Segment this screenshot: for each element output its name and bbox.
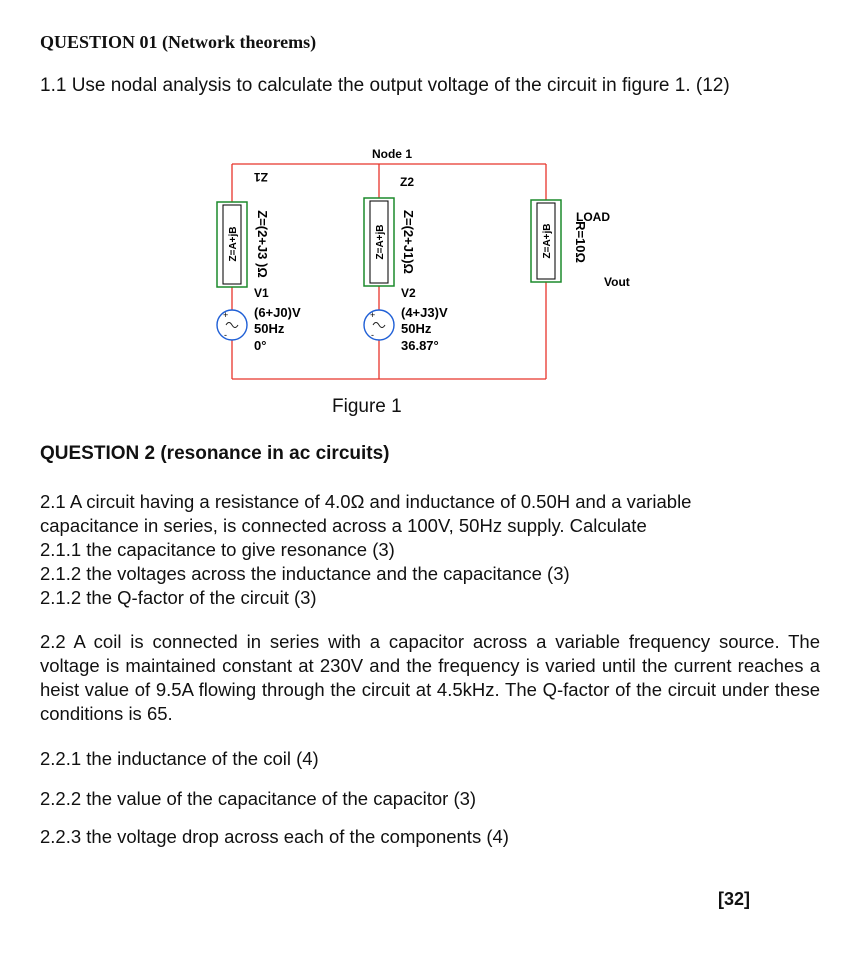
node-1-label: Node 1 [371,147,413,161]
z2-box-label: Z=A+jB [375,224,386,260]
question-2-1-paragraph [40,490,820,610]
v2-minus-icon: - [371,330,374,340]
total-marks: [32] [718,889,751,909]
question-1-1-text: 1.1 Use nodal analysis to calculate the output voltage of the circuit in figure 1. (12) [40,75,730,96]
figure-caption: Figure 1 [332,396,402,417]
question-2-1-2: 2.1.2 the voltages across the inductance and the capacitance (3) [40,563,570,584]
load-box-label: Z=A+jB [542,223,553,259]
question-2-2-paragraph: 2.2 A coil is connected in series with a capacitor across a variable frequency source. The voltage is maintained constant at 230V and the frequency is varied until the current reaches a heist value of 9.5A flowing through the circuit at 4.5kHz. The Q-factor of the circuit under these conditions is 65. [40,631,820,724]
v1-name: V1 [254,286,269,300]
z1-label: Z1 [253,170,269,184]
question-2-1-line-1: 2.1 A circuit having a resistance of 4.0Ω and inductance of 0.50H and a variable [40,491,692,512]
v1-minus-icon: - [224,330,227,340]
load-value-label: R=10Ω [573,221,588,263]
v2-name: V2 [401,286,416,300]
z1-box-label: Z=A+jB [228,226,239,262]
circuit-figure [0,0,864,430]
v2-value: (4+J3)V [401,305,448,320]
question-2-2-2: 2.2.2 the value of the capacitance of the capacitor (3) [40,788,477,809]
load-label: LOAD [576,210,610,224]
question-2-title: QUESTION 2 (resonance in ac circuits) [40,443,390,464]
v2-phase: 36.87° [401,338,439,353]
question-2-2-1: 2.2.1 the inductance of the coil (4) [40,748,319,769]
question-2-1-3: 2.1.2 the Q-factor of the circuit (3) [40,587,317,608]
z1-value-label: Z=(2+J3 )Ω [255,210,270,278]
v1-source [217,310,247,340]
v2-frequency: 50Hz [401,321,432,336]
v1-plus-icon: + [223,310,229,320]
question-2-1-1: 2.1.1 the capacitance to give resonance (3) [40,539,395,560]
question-2-1-line-2: capacitance in series, is connected across a 100V, 50Hz supply. Calculate [40,515,647,536]
question-1-title: QUESTION 01 (Network theorems) [40,32,317,52]
v1-value: (6+J0)V [254,305,301,320]
vout-label: Vout [604,275,630,289]
z2-label: Z2 [400,175,415,189]
z2-value-label: Z=(2+J1)Ω [401,210,416,274]
v2-plus-icon: + [370,310,376,320]
v1-frequency: 50Hz [254,321,285,336]
v2-source [364,310,394,340]
v1-phase: 0° [254,338,267,353]
question-2-2-3: 2.2.3 the voltage drop across each of the components (4) [40,826,509,847]
